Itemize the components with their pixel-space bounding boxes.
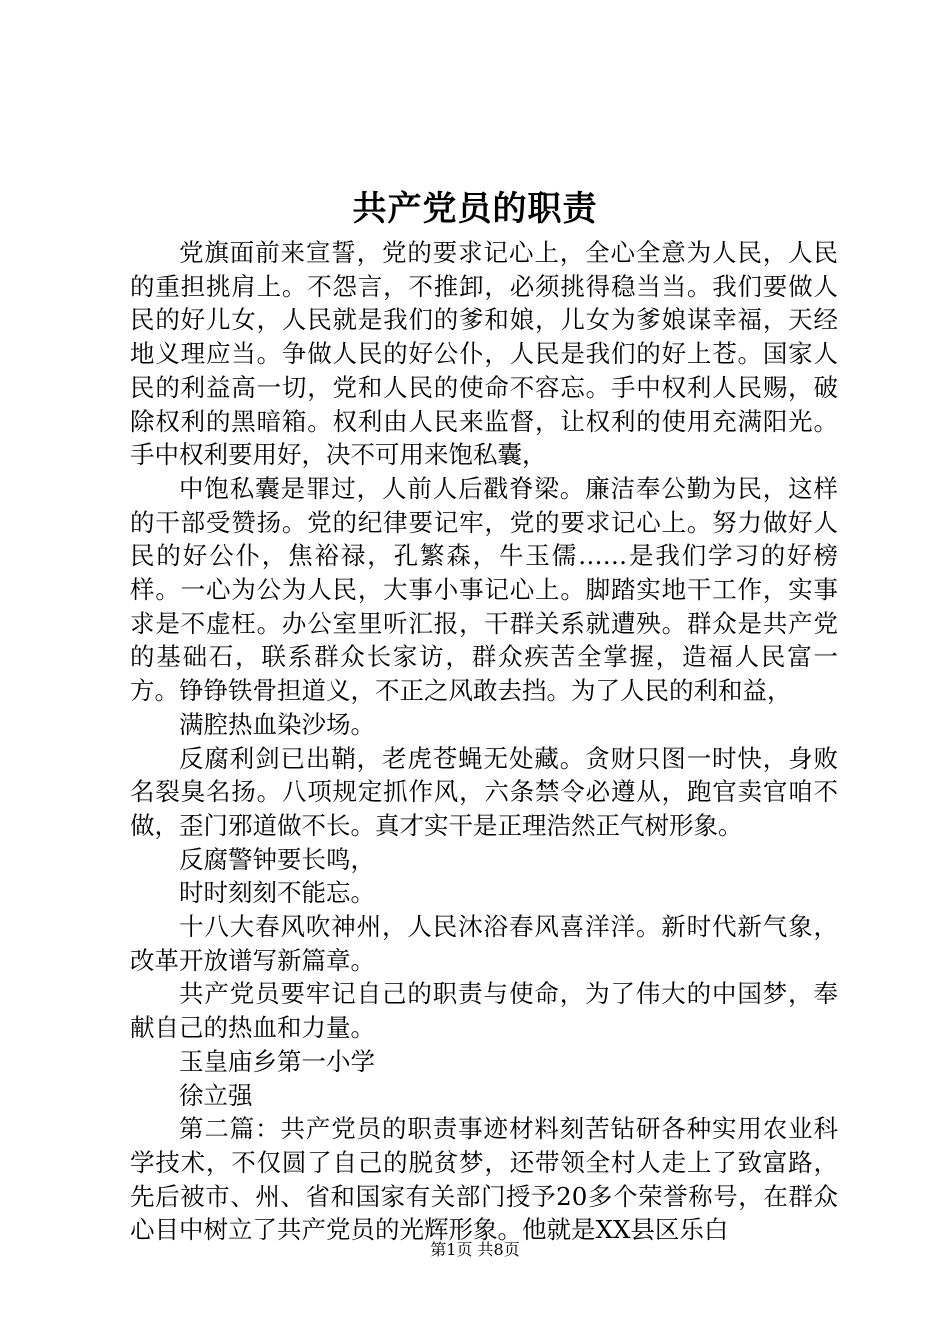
paragraph-6: 时时刻刻不能忘。 <box>179 878 375 908</box>
document-title: 共产党员的职责 <box>352 189 598 229</box>
paragraph-second-article: 第二篇：共产党员的职责事迹材料刻苦钻研各种实用农业科学技术，不仅圆了自己的脱贫梦，还带领全村人走上了致富路，先后被市、州、省和国家有关部门授予20多个荣誉称号，在群众心目中树立了共产党员的光辉形象。他就是XX县区乐白 <box>130 1114 838 1245</box>
paragraph-1: 党旗面前来宣誓，党的要求记心上，全心全意为人民，人民的重担挑肩上。不怨言，不推卸，必须挑得稳当当。我们要做人民的好儿女，人民就是我们的爹和娘，儿女为爹娘谋幸福，天经地义理应当。争做人民的好公仆，人民是我们的好上苍。国家人民的利益高一切，党和人民的使命不容忘。手中权利人民赐，破除权利的黑暗箱。权利由人民来监督，让权利的使用充满阳光。手中权利要用好，决不可用来饱私囊， <box>130 238 838 470</box>
document-body <box>130 236 838 1247</box>
paragraph-2: 中饱私囊是罪过，人前人后戳脊梁。廉洁奉公勤为民，这样的干部受赞扬。党的纪律要记牢，党的要求记心上。努力做好人民的好公仆，焦裕禄，孔繁森，牛玉儒……是我们学习的好榜样。一心为公为人民，大事小事记心上。脚踏实地干工作，实事求是不虚枉。办公室里听汇报，干群关系就遭殃。群众是共产党的基础石，联系群众长家访，群众疾苦全掌握，造福人民富一方。铮铮铁骨担道义，不正之风敢去挡。为了人民的利和益， <box>130 473 838 706</box>
paragraph-3: 满腔热血染沙场。 <box>179 709 375 739</box>
author-school: 玉皇庙乡第一小学 <box>179 1046 375 1076</box>
paragraph-8: 共产党员要牢记自己的职责与使命，为了伟大的中国梦，奉献自己的热血和力量。 <box>130 979 838 1043</box>
paragraph-5: 反腐警钟要长鸣， <box>179 844 375 874</box>
author-name: 徐立强 <box>179 1080 253 1110</box>
paragraph-7: 十八大春风吹神州，人民沐浴春风喜洋洋。新时代新气象，改革开放谱写新篇章。 <box>130 912 838 975</box>
paragraph-4: 反腐利剑已出鞘，老虎苍蝇无处藏。贪财只图一时快，身败名裂臭名扬。八项规定抓作风，六条禁令必遵从，跑官卖官咱不做，歪门邪道做不长。真才实干是正理浩然正气树形象。 <box>130 743 838 840</box>
page-number-footer: 第1页 共8页 <box>430 1240 520 1259</box>
